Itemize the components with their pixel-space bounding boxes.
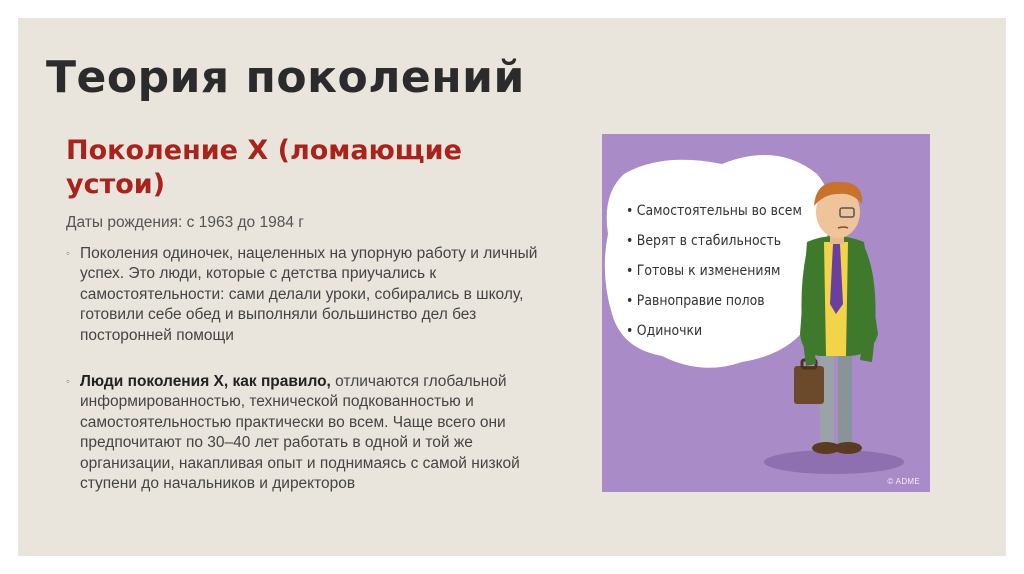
trait-item xyxy=(626,256,802,286)
bullet-plain-text: Поколения одиночек, нацеленных на упорную работу и личный успех. Это люди, которые с детства приучались к самостоятельности: сами делали уроки, собирались в школу, готовили себе обед и выполняли большинство дел без посторонней помощи xyxy=(80,245,538,344)
trait-bullet: • xyxy=(626,233,634,249)
briefcase xyxy=(794,366,824,404)
bullet-text xyxy=(80,372,556,494)
traits-list xyxy=(626,196,831,346)
trait-text: Готовы к изменениям xyxy=(636,263,781,279)
bullet-marker: ◦ xyxy=(66,376,70,388)
trait-text: Верят в стабильность xyxy=(636,233,782,249)
trait-bullet: • xyxy=(626,263,634,279)
bullet-bold-text: Люди поколения Х, как правило, xyxy=(80,373,331,390)
floor-shadow xyxy=(764,450,904,474)
trait-bullet: • xyxy=(626,293,634,309)
generation-x-illustration xyxy=(602,134,930,492)
slide-subtitle: Поколение Х (ломающие устои) xyxy=(66,135,462,200)
trait-item xyxy=(626,286,802,316)
slide-title: Теория поколений xyxy=(46,52,525,103)
trait-bullet: • xyxy=(626,323,634,339)
birth-dates: Даты рождения: с 1963 до 1984 г xyxy=(66,214,304,231)
trait-item xyxy=(626,196,802,226)
trait-text: Одиночки xyxy=(636,323,703,339)
trait-bullet: • xyxy=(626,203,634,219)
trait-text: Самостоятельны во всем xyxy=(636,203,802,219)
bullet-plain-text: отличаются глобальной информированностью, технической подкованностью и самостоятельностью практически во всем. Чаще всего они предпочитают по 30–40 лет работать в одной и той же организации, накапливая опыт и поднимаясь с самой низкой ступени до начальников и директоров xyxy=(80,373,520,493)
slide xyxy=(18,18,1006,556)
bullet-item xyxy=(66,244,556,346)
trait-item xyxy=(626,316,802,346)
bullet-text xyxy=(80,244,556,346)
bullet-item xyxy=(66,372,556,494)
bullet-marker: ◦ xyxy=(66,248,70,260)
trait-item xyxy=(626,226,802,256)
copyright-label: © ADME xyxy=(887,477,920,486)
trait-text: Равноправие полов xyxy=(636,293,765,309)
